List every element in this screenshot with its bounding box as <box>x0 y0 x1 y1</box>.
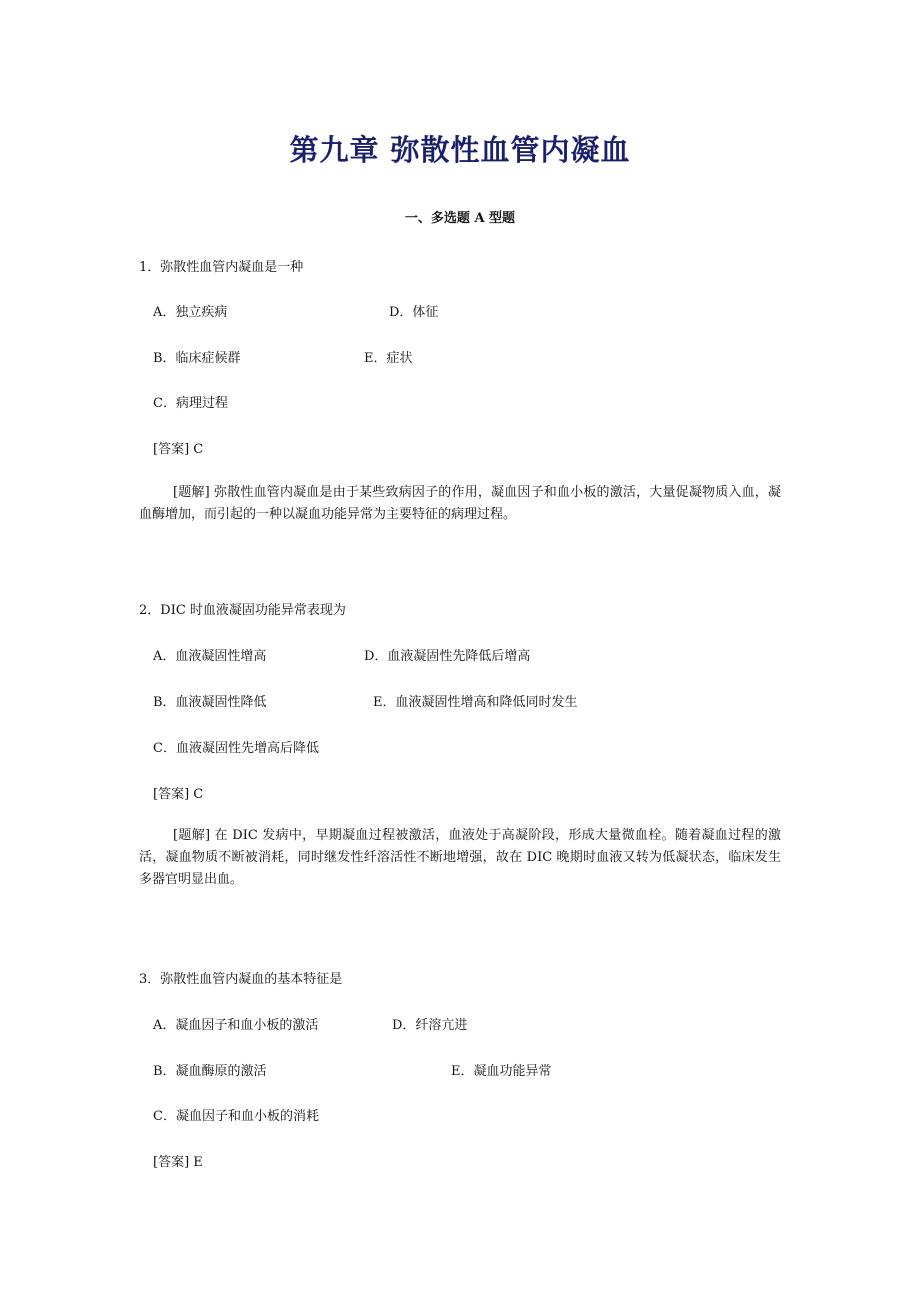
question-1-stem: 1．弥散性血管内凝血是一种 <box>139 260 304 275</box>
question-2-option-c: C．血液凝固性先增高后降低 <box>153 741 319 756</box>
question-2-option-e: E．血液凝固性增高和降低同时发生 <box>373 695 578 710</box>
question-1-option-d: D．体征 <box>389 305 439 320</box>
question-3-stem: 3．弥散性血管内凝血的基本特征是 <box>139 972 343 987</box>
question-3-answer: [答案] E <box>153 1155 203 1170</box>
question-1-answer: [答案] C <box>153 442 204 457</box>
question-2-stem: 2．DIC 时血液凝固功能异常表现为 <box>139 603 346 618</box>
question-3-option-c: C．凝血因子和血小板的消耗 <box>153 1109 319 1124</box>
question-3-option-b: B．凝血酶原的激活 <box>153 1064 267 1079</box>
question-3-option-d: D．纤溶亢进 <box>392 1018 468 1033</box>
question-2-option-d: D．血液凝固性先降低后增高 <box>364 649 531 664</box>
question-1-option-e: E．症状 <box>364 351 413 366</box>
question-2-answer: [答案] C <box>153 787 204 802</box>
question-2-option-a: A．血液凝固性增高 <box>153 649 267 664</box>
chapter-title: 第九章 弥散性血管内凝血 <box>289 133 631 167</box>
question-1-option-c: C．病理过程 <box>153 396 228 411</box>
question-3-option-a: A．凝血因子和血小板的激活 <box>153 1018 319 1033</box>
question-1-option-a: A．独立疾病 <box>153 305 228 320</box>
question-2-option-b: B．血液凝固性降低 <box>153 695 267 710</box>
question-1-option-b: B．临床症候群 <box>153 351 241 366</box>
question-2-explanation: [题解] 在 DIC 发病中，早期凝血过程被激活，血液处于高凝阶段，形成大量微血栓。随着凝血过程的激活，凝血物质不断被消耗，同时继发性纤溶活性不断地增强，故在 DIC 晚期时血液又转为低凝状态，临床发生多器官明显出血。 <box>139 828 781 887</box>
section-heading: 一、多选题 A 型题 <box>404 211 516 226</box>
question-1-explanation: [题解] 弥散性血管内凝血是由于某些致病因子的作用，凝血因子和血小板的激活，大量促凝物质入血，凝血酶增加，而引起的一种以凝血功能异常为主要特征的病理过程。 <box>139 485 781 522</box>
question-3-option-e: E．凝血功能异常 <box>451 1064 552 1079</box>
